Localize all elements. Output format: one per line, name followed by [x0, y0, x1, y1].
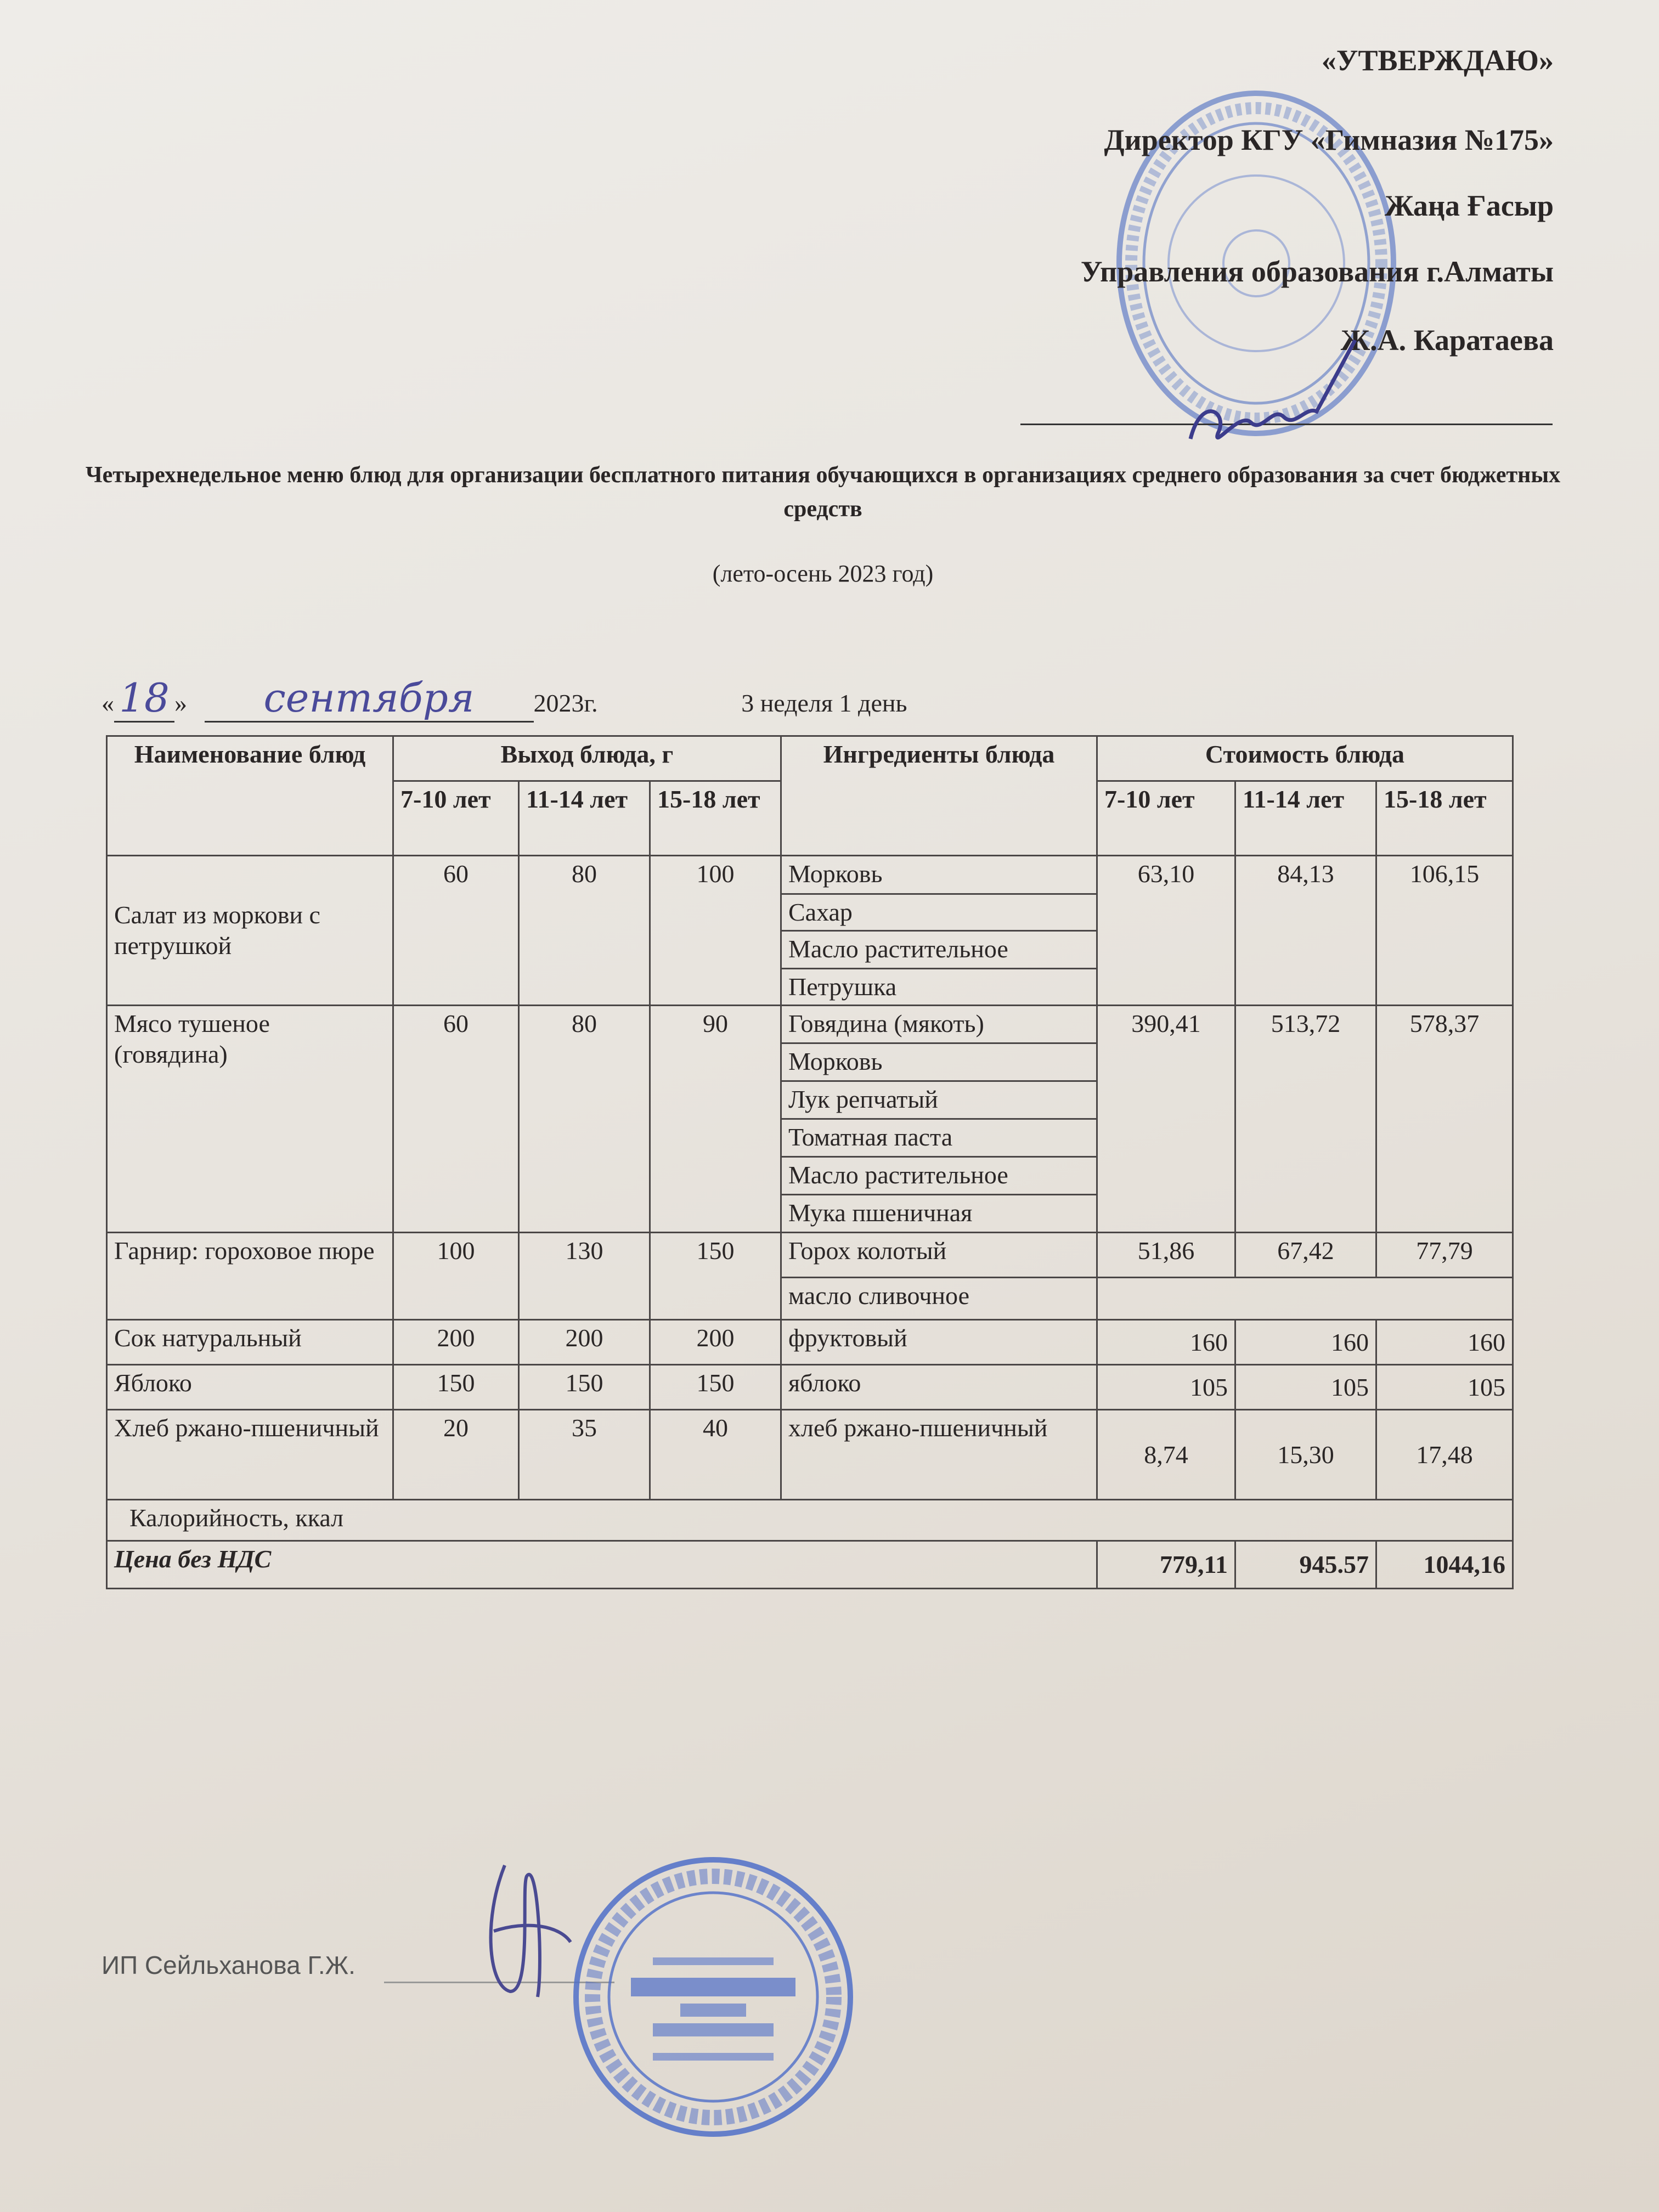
table-row	[107, 1410, 1513, 1500]
ingredient: яблоко	[781, 1365, 1097, 1410]
dish-cost: 160	[1235, 1320, 1376, 1365]
dish-yield: 20	[393, 1410, 519, 1500]
dish-yield: 100	[393, 1233, 519, 1320]
ingredient: Томатная паста	[781, 1119, 1097, 1157]
ingredient: хлеб ржано-пшеничный	[781, 1410, 1097, 1500]
header-ingredients: Ингредиенты блюда	[781, 736, 1097, 856]
dish-cost: 8,74	[1097, 1410, 1235, 1500]
table-row	[107, 856, 1513, 894]
dish-yield: 80	[519, 856, 650, 1006]
dish-yield: 40	[650, 1410, 781, 1500]
date-day: 18	[114, 675, 174, 723]
ingredient: Лук репчатый	[781, 1081, 1097, 1119]
header-cost-age: 7-10 лет	[1097, 781, 1235, 856]
price-label: Цена без НДС	[107, 1541, 1097, 1589]
calories-row: Калорийность, ккал	[107, 1500, 1513, 1541]
ingredient: масло сливочное	[781, 1278, 1097, 1320]
table-row	[107, 1320, 1513, 1365]
ingredient: Морковь	[781, 856, 1097, 894]
dish-cost: 390,41	[1097, 1006, 1235, 1233]
dish-name: Салат из моркови с петрушкой	[107, 856, 393, 1006]
ingredient: Масло растительное	[781, 931, 1097, 969]
dish-yield: 200	[519, 1320, 650, 1365]
approval-director: Директор КГУ «Гимназия №175»	[1104, 123, 1554, 156]
dish-cost: 105	[1235, 1365, 1376, 1410]
price-total: 779,11	[1097, 1541, 1235, 1589]
header-cost: Стоимость блюда	[1097, 736, 1513, 781]
ingredient: Мука пшеничная	[781, 1195, 1097, 1233]
header-yield-age: 15-18 лет	[650, 781, 781, 856]
table-row	[107, 1233, 1513, 1278]
dish-cost: 67,42	[1235, 1233, 1376, 1278]
dish-yield: 80	[519, 1006, 650, 1233]
header-yield-age: 7-10 лет	[393, 781, 519, 856]
dish-yield: 60	[393, 1006, 519, 1233]
dish-yield: 60	[393, 856, 519, 1006]
supplier-signature	[472, 1854, 582, 2019]
ingredient: Морковь	[781, 1043, 1097, 1081]
dish-yield: 150	[650, 1365, 781, 1410]
dish-yield: 90	[650, 1006, 781, 1233]
dish-cost: 63,10	[1097, 856, 1235, 1006]
week-day: 3 неделя 1 день	[741, 689, 907, 717]
date-year: 2023г.	[533, 689, 598, 717]
price-total: 945.57	[1235, 1541, 1376, 1589]
menu-table	[106, 735, 1514, 1589]
supplier-stamp	[571, 1854, 856, 2140]
dish-yield: 200	[650, 1320, 781, 1365]
approval-school: Жаңа Ғасыр	[1384, 189, 1554, 222]
ingredient: фруктовый	[781, 1320, 1097, 1365]
document-subtitle: (лето-осень 2023 год)	[712, 560, 934, 587]
dish-name: Сок натуральный	[107, 1320, 393, 1365]
approval-department: Управления образования г.Алматы	[1080, 255, 1554, 288]
dish-name: Гарнир: гороховое пюре	[107, 1233, 393, 1320]
dish-yield: 100	[650, 856, 781, 1006]
dish-cost: 17,48	[1376, 1410, 1513, 1500]
date-month: сентября	[205, 675, 534, 723]
dish-cost: 578,37	[1376, 1006, 1513, 1233]
dish-yield: 150	[393, 1365, 519, 1410]
price-total: 1044,16	[1376, 1541, 1513, 1589]
approval-heading: «УТВЕРЖДАЮ»	[1321, 44, 1554, 77]
dish-name: Хлеб ржано-пшеничный	[107, 1410, 393, 1500]
document-title: Четырехнедельное меню блюд для организации бесплатного питания обучающихся в организациях среднего образования за счет бюджетных средств	[85, 462, 1561, 522]
dish-name: Мясо тушеное (говядина)	[107, 1006, 393, 1233]
dish-cost: 160	[1376, 1320, 1513, 1365]
price-row	[107, 1541, 1513, 1589]
header-yield-age: 11-14 лет	[519, 781, 650, 856]
ingredient: Масло растительное	[781, 1157, 1097, 1195]
ingredient: Петрушка	[781, 969, 1097, 1006]
dish-cost: 160	[1097, 1320, 1235, 1365]
supplier-name: ИП Сейльханова Г.Ж.	[101, 1951, 356, 1979]
dish-cost: 51,86	[1097, 1233, 1235, 1278]
header-cost-age: 11-14 лет	[1235, 781, 1376, 856]
ingredient: Сахар	[781, 894, 1097, 931]
table-row	[107, 1365, 1513, 1410]
dish-yield: 200	[393, 1320, 519, 1365]
dish-cost: 15,30	[1235, 1410, 1376, 1500]
empty-cost-cell	[1097, 1278, 1513, 1320]
header-yield: Выход блюда, г	[393, 736, 781, 781]
header-cost-age: 15-18 лет	[1376, 781, 1513, 856]
dish-cost: 77,79	[1376, 1233, 1513, 1278]
dish-yield: 35	[519, 1410, 650, 1500]
dish-yield: 130	[519, 1233, 650, 1320]
header-name: Наименование блюд	[107, 736, 393, 856]
ingredient: Горох колотый	[781, 1233, 1097, 1278]
dish-name: Яблоко	[107, 1365, 393, 1410]
dish-cost: 106,15	[1376, 856, 1513, 1006]
date-open-quote: «	[101, 689, 114, 717]
director-signature	[1180, 329, 1377, 461]
approval-name: Ж.А. Каратаева	[1340, 324, 1554, 357]
dish-cost: 105	[1097, 1365, 1235, 1410]
dish-cost: 105	[1376, 1365, 1513, 1410]
dish-cost: 513,72	[1235, 1006, 1376, 1233]
ingredient: Говядина (мякоть)	[781, 1006, 1097, 1043]
dish-yield: 150	[519, 1365, 650, 1410]
date-line	[101, 675, 907, 723]
table-row	[107, 1006, 1513, 1043]
dish-cost: 84,13	[1235, 856, 1376, 1006]
dish-yield: 150	[650, 1233, 781, 1320]
date-close-quote: »	[174, 689, 187, 717]
